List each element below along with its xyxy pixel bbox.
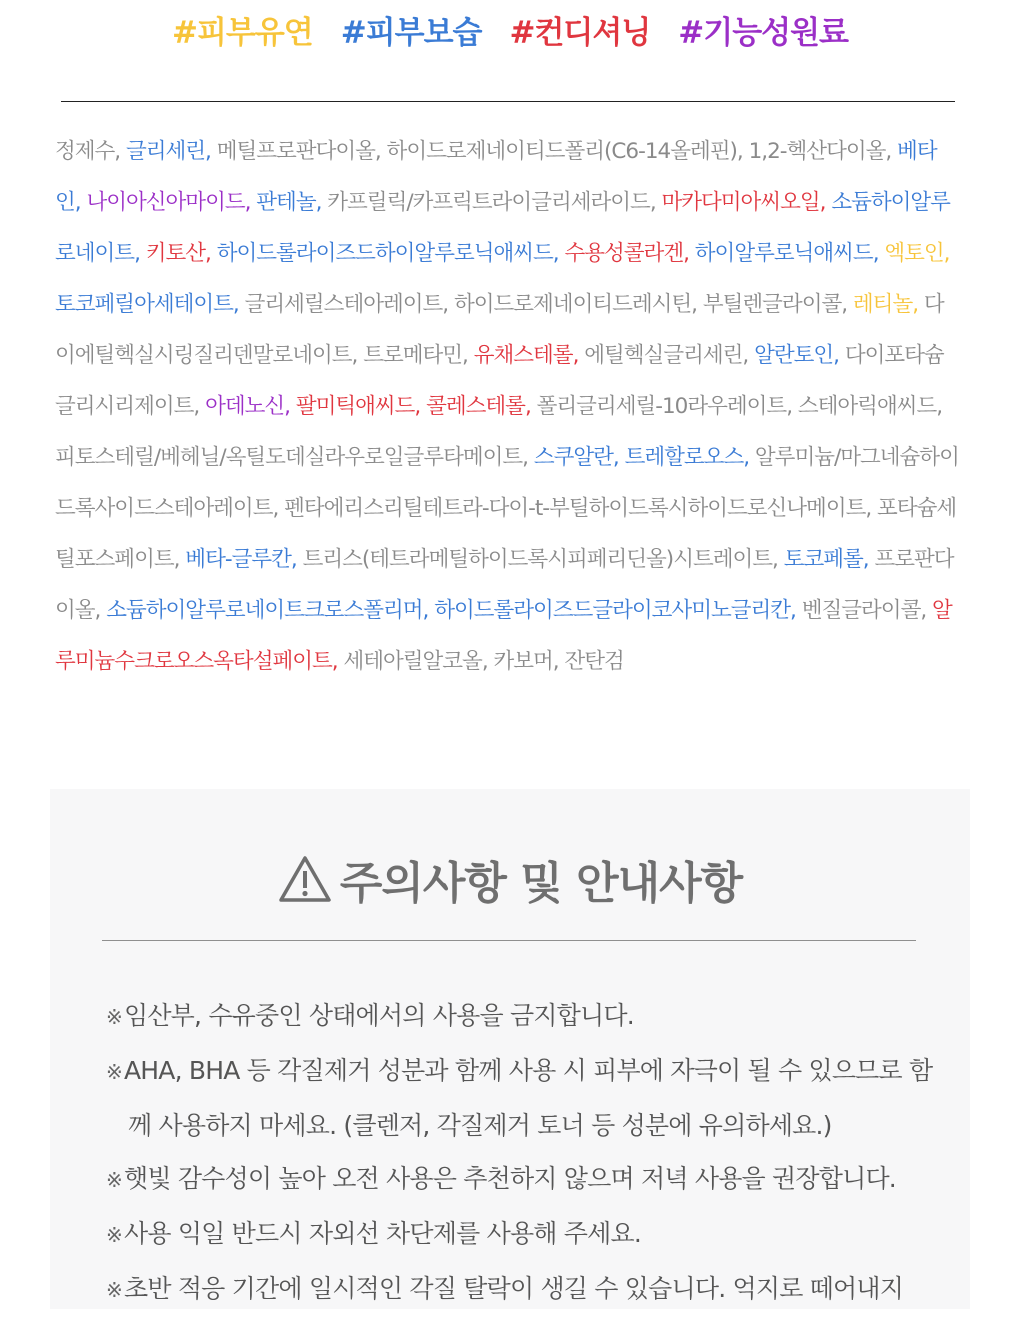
notice-title: 주의사항 및 안내사항 xyxy=(339,858,743,909)
ingredient-segment: 나이아신아마이드, xyxy=(86,190,257,215)
notice-panel xyxy=(50,789,970,1309)
ingredient-segment: 글리세린, xyxy=(125,139,217,164)
ingredient-segment: 알란토인, xyxy=(754,343,845,368)
ingredient-segment: 소듐하이알루로네이트크로스폴리머, xyxy=(106,598,435,623)
notice-item-text: 임산부, 수유중인 상태에서의 사용을 금지합니다. xyxy=(123,1001,634,1030)
ingredient-segment: 알루미늄수크로오스옥타설페이트, xyxy=(55,598,952,674)
notice-item xyxy=(106,1207,936,1262)
ingredient-segment: 정제수, xyxy=(55,139,126,164)
reference-mark: ※ xyxy=(106,1278,122,1302)
hashtag-row xyxy=(0,8,1020,58)
notice-heading xyxy=(50,839,970,919)
ingredient-segment: 다이포타슘글리시리제이트, xyxy=(55,343,944,419)
ingredient-segment: 엑토인, xyxy=(884,241,950,266)
ingredient-segment: 스쿠알란, xyxy=(533,445,625,470)
ingredient-segment: 카프릴릭/카프릭트라이글리세라이드, xyxy=(327,190,662,215)
warning-icon xyxy=(278,855,332,903)
notice-item xyxy=(106,1152,936,1207)
ingredient-segment: 다이에틸헥실시링질리덴말로네이트, 트로메타민, xyxy=(55,292,944,368)
ingredient-segment: 콜레스테롤, xyxy=(426,394,537,419)
reference-mark: ※ xyxy=(106,1223,122,1247)
hashtag: #기능성원료 xyxy=(678,15,848,51)
notice-item-text: 사용 익일 반드시 자외선 차단제를 사용해 주세요. xyxy=(123,1219,641,1248)
ingredient-segment: 마카다미아씨오일, xyxy=(661,190,832,215)
notice-item xyxy=(106,1262,936,1317)
hashtag: #피부보습 xyxy=(340,15,482,51)
ingredient-segment: 트리스(테트라메틸하이드록시피페리딘올)시트레이트, xyxy=(302,547,784,572)
notice-item-text: 햇빛 감수성이 높아 오전 사용은 추천하지 않으며 저녁 사용을 권장합니다. xyxy=(123,1164,896,1193)
notice-item-text: 초반 적응 기간에 일시적인 각질 탈락이 생길 수 있습니다. 억지로 떼어내지 xyxy=(123,1274,904,1303)
ingredient-segment: 세테아릴알코올, 카보머, 잔탄검 xyxy=(343,649,624,674)
notice-item xyxy=(106,1044,936,1152)
notice-item xyxy=(106,989,936,1044)
hashtag: #컨디셔닝 xyxy=(509,15,651,51)
ingredient-segment: 하이드롤라이즈드글라이코사미노글리칸, xyxy=(434,598,802,623)
ingredient-segment: 메틸프로판다이올, 하이드로제네이티드폴리(C6-14올레핀), 1,2-헥산다이올, xyxy=(216,139,898,164)
ingredient-segment: 토코페롤, xyxy=(783,547,875,572)
hashtag: #피부유연 xyxy=(171,15,313,51)
ingredient-segment: 레티놀, xyxy=(852,292,924,317)
ingredient-segment: 벤질글라이콜, xyxy=(801,598,933,623)
ingredient-segment: 아데노신, xyxy=(205,394,296,419)
ingredient-segment: 팔미틱애씨드, xyxy=(295,394,427,419)
ingredient-segment: 베타인, xyxy=(55,139,937,215)
reference-mark: ※ xyxy=(106,1060,122,1084)
notice-item-text: AHA, BHA 등 각질제거 성분과 함께 사용 시 피부에 자극이 될 수 있으므로 함께 사용하지 마세요. (클렌저, 각질제거 토너 등 성분에 유의하세요.) xyxy=(123,1056,933,1140)
ingredient-segment: 알루미늄/마그네슘하이드록사이드스테아레이트, 펜타에리스리틸테트라-다이-t-부틸하이드록시하이드로신나메이트, 포타슘세틸포스페이트, xyxy=(55,445,959,572)
ingredient-list xyxy=(55,126,960,687)
ingredient-segment: 하이드롤라이즈드하이알루로닉애씨드, xyxy=(216,241,565,266)
ingredient-segment: 소듐하이알루로네이트, xyxy=(55,190,950,266)
notice-list xyxy=(106,989,936,1317)
ingredient-segment: 에틸헥실글리세린, xyxy=(584,343,755,368)
ingredient-segment: 프로판다이올, xyxy=(55,547,954,623)
ingredient-segment: 판테놀, xyxy=(256,190,328,215)
ingredient-segment: 키토산, xyxy=(145,241,217,266)
ingredient-segment: 트레할로오스, xyxy=(624,445,755,470)
reference-mark: ※ xyxy=(106,1005,122,1029)
section-divider xyxy=(61,101,955,102)
ingredient-segment: 토코페릴아세테이트, xyxy=(55,292,245,317)
ingredient-segment: 글리세릴스테아레이트, 하이드로제네이티드레시틴, 부틸렌글라이콜, xyxy=(244,292,853,317)
ingredient-segment: 수용성콜라겐, xyxy=(564,241,695,266)
reference-mark: ※ xyxy=(106,1168,122,1192)
notice-divider xyxy=(102,940,916,941)
ingredient-segment: 폴리글리세릴-10라우레이트, 스테아릭애씨드, 피토스테릴/베헤닐/옥틸도데실라우로일글루타메이트, xyxy=(55,394,943,470)
ingredient-segment: 유채스테롤, xyxy=(473,343,585,368)
ingredient-segment: 하이알루로닉애씨드, xyxy=(694,241,885,266)
ingredient-segment: 베타-글루칸, xyxy=(185,547,303,572)
